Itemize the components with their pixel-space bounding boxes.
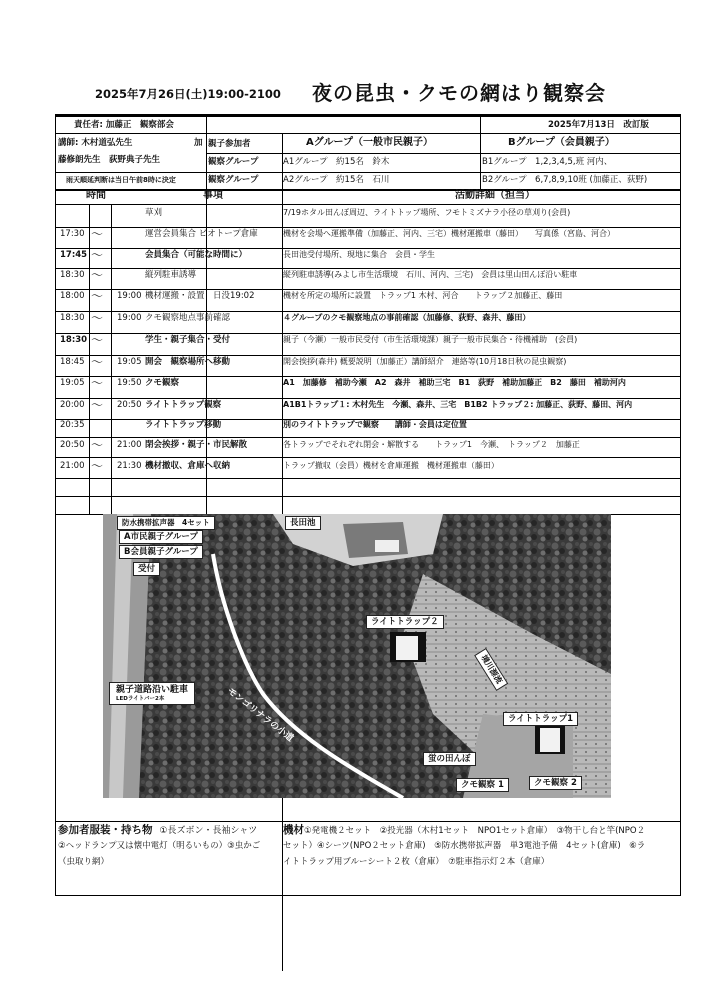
row-item: クモ観察地点事前確認 — [145, 313, 231, 323]
row-detail: 7/19ホタル田んぼ周辺、ライトトップ場所、フモトミズナラ小径の草刈り(会員) — [283, 208, 571, 217]
row-start-time: 18:30 — [60, 270, 85, 280]
row-detail: 開会挨拶(森井) 概要説明（加藤正）講師紹介 連絡等(10月18日秋の昆虫観察) — [283, 357, 567, 366]
row-tilde: 〜 — [91, 268, 104, 282]
speaker-label: 防水携帯拡声器 4セット — [117, 516, 215, 530]
revision-date: 2025年7月13日 改訂版 — [548, 120, 649, 130]
row-item: 運営会員集合 ビオトープ倉庫 — [145, 229, 258, 239]
row-item: ライトトラップ移動 — [145, 420, 222, 430]
column-item: 事項 — [203, 190, 223, 201]
equipment-line-2: セット）④シーツ(NPO２セット倉庫) ⑤防水携帯拡声器 単3電池予備 4セット(倉庫) ⑥ラ — [283, 841, 646, 851]
row-tilde: 〜 — [91, 355, 104, 369]
group-b-label: B会員親子グループ — [119, 545, 203, 559]
observation-group-label-2: 観察グループ — [208, 175, 259, 185]
row-tilde: 〜 — [91, 227, 104, 241]
row-tilde: 〜 — [91, 438, 104, 452]
row-item: 会員集合（可能な時間に） — [145, 250, 248, 260]
row-end-time: 21:00 — [117, 440, 142, 450]
group-b-header: Bグループ（会員親子） — [508, 137, 615, 148]
row-detail: 縦列駐車誘導(みよし市生活環境 石川、河内、三宅) 会員は里山田んぼ沿い駐車 — [283, 270, 578, 279]
parking-label-sub: LEDライトバー2本 — [116, 696, 165, 702]
row-end-time: 19:05 — [117, 357, 142, 367]
clothing-title: 参加者服装・持ち物 — [58, 824, 153, 836]
row-start-time: 20:35 — [60, 420, 85, 430]
pond-label: 長田池 — [285, 516, 321, 530]
lecturer-line-1: 講師: 木村道弘先生 — [58, 138, 133, 148]
row-detail: トラップ撤収（会員）機材を倉庫運搬 機材運搬車（藤田） — [283, 461, 499, 470]
row-item: 草刈 — [145, 208, 163, 218]
row-item: 学生・親子集合・受付 — [145, 335, 231, 345]
equipment-line-3: イトトラップ用ブルーシート２枚（倉庫） ⑦駐車指示灯２本（倉庫） — [283, 857, 550, 867]
group-a-header: Aグループ（一般市民親子） — [306, 137, 433, 148]
path-label: モンゴリナラの小道 — [224, 686, 295, 745]
stream-label: 境川源流 — [474, 648, 508, 691]
row-end-time: 19:00 — [117, 291, 142, 301]
row-item: ライトトラップ観察 — [145, 400, 222, 410]
trap1-label: ライトトラップ1 — [503, 712, 578, 726]
group-b1: B1グループ 1,2,3,4,5,班 河内、 — [482, 157, 613, 167]
row-start-time: 18:00 — [60, 291, 85, 301]
row-tilde: 〜 — [91, 459, 104, 473]
row-start-time: 17:45 — [60, 250, 88, 260]
trap2-label: ライトトラップ２ — [366, 615, 444, 629]
clothing-block — [58, 824, 257, 837]
row-tilde: 〜 — [91, 248, 104, 262]
observation-group-label-1: 観察グループ — [208, 157, 259, 167]
row-detail: A1 加藤修 補助今瀬 A2 森井 補助三宅 B1 荻野 補助加藤正 B2 藤田 補助河内 — [283, 378, 626, 387]
row-end-time: 19:00 — [117, 313, 142, 323]
row-item: 開会 観察場所へ移動 — [145, 357, 231, 367]
parking-label — [109, 682, 195, 705]
clothing-line-2: ②ヘッドランプ又は懐中電灯（明るいもの）③虫かご — [58, 841, 261, 851]
event-date: 2025年7月26日(土)19:00-2100 — [95, 87, 281, 101]
row-tilde: 〜 — [91, 376, 104, 390]
row-detail: 別のライトトラップで観察 講師・会員は定位置 — [283, 420, 467, 429]
spider-observation-2-label: クモ観察 2 — [529, 776, 582, 790]
participants-label: 親子参加者 — [208, 139, 251, 149]
equipment-line-1: ①発電機２セット ②投光器（木村1セット NPO1セット倉庫） ③物干し台と竿(NPO２ — [304, 826, 646, 836]
row-tilde: 〜 — [91, 398, 104, 412]
row-item: 閉会挨拶・親子・市民解散 — [145, 440, 248, 450]
group-a-label: A市民親子グループ — [119, 530, 203, 544]
row-detail: A1B1トラップ１: 木村先生 今瀬、森井、三宅 B1B2 トラップ２: 加藤正、荻野、藤田、河内 — [283, 400, 633, 409]
row-item: クモ観察 — [145, 378, 180, 388]
reception-label: 受付 — [133, 562, 160, 576]
row-start-time: 19:05 — [60, 378, 85, 388]
row-detail: 親子（今瀬）一般市民受付（市生活環境課）親子一般市民集合・待機補助 (会員) — [283, 335, 578, 344]
row-end-time: 21:30 — [117, 461, 142, 471]
row-tilde: 〜 — [91, 333, 104, 347]
clothing-line-1: ①長ズボン・長袖シャツ — [159, 826, 258, 836]
row-start-time: 21:00 — [60, 461, 85, 471]
site-map-photo — [103, 514, 611, 798]
parking-label-title: 親子道路沿い駐車 — [116, 685, 189, 695]
lecturer-line-1-suffix: 加 — [194, 138, 203, 148]
group-a1: A1グループ 約15名 鈴木 — [283, 157, 390, 167]
row-start-time: 17:30 — [60, 229, 85, 239]
row-start-time: 20:00 — [60, 400, 85, 410]
equipment-title: 機材 — [283, 824, 304, 836]
row-start-time: 18:30 — [60, 335, 88, 345]
spider-observation-1-label: クモ観察 1 — [456, 778, 509, 792]
row-detail: 長田池受付場所、現地に集合 会員・学生 — [283, 250, 435, 259]
row-item: 縦列駐車誘導 — [145, 270, 197, 280]
firefly-field-label: 蛍の田んぼ — [423, 752, 476, 766]
row-start-time: 20:50 — [60, 440, 85, 450]
responsible-person: 責任者: 加藤正 観察部会 — [74, 120, 174, 130]
group-a2: A2グループ 約15名 石川 — [283, 175, 390, 185]
row-detail: 各トラップでそれぞれ閉会・解散する トラップ1 今瀬、 トラップ２ 加藤正 — [283, 440, 580, 449]
row-item: 機材撤収、倉庫へ収納 — [145, 461, 231, 471]
row-item: 機材運搬・設置 日没19:02 — [145, 291, 255, 301]
lecturer-line-2: 藤修朗先生 荻野典子先生 — [58, 155, 161, 165]
equipment-block — [283, 824, 645, 837]
column-detail: 活動詳細（担当） — [455, 190, 535, 201]
row-start-time: 18:45 — [60, 357, 85, 367]
row-tilde: 〜 — [91, 311, 104, 325]
row-end-time: 20:50 — [117, 400, 142, 410]
row-tilde: 〜 — [91, 289, 104, 303]
row-start-time: 18:30 — [60, 313, 85, 323]
column-time: 時間 — [86, 190, 106, 201]
row-detail: ４グループのクモ観察地点の事前確認（加藤修、荻野、森井、藤田） — [283, 313, 531, 322]
page-title: 夜の昆虫・クモの網はり観察会 — [312, 81, 606, 105]
row-detail: 機材を所定の場所に設置 トラップ1 木村、河合 トラップ２加藤正、藤田 — [283, 291, 563, 300]
rain-note: 雨天順延判断は当日午前8時に決定 — [66, 176, 176, 184]
row-detail: 機材を会場へ運搬準備（加藤正、河内、三宅）機材運搬車（藤田） 写真係（宮島、河合） — [283, 229, 615, 238]
group-b2: B2グループ 6,7,8,9,10班 (加藤正、荻野) — [482, 175, 648, 185]
clothing-line-3: （虫取り網） — [58, 857, 110, 867]
row-end-time: 19:50 — [117, 378, 142, 388]
